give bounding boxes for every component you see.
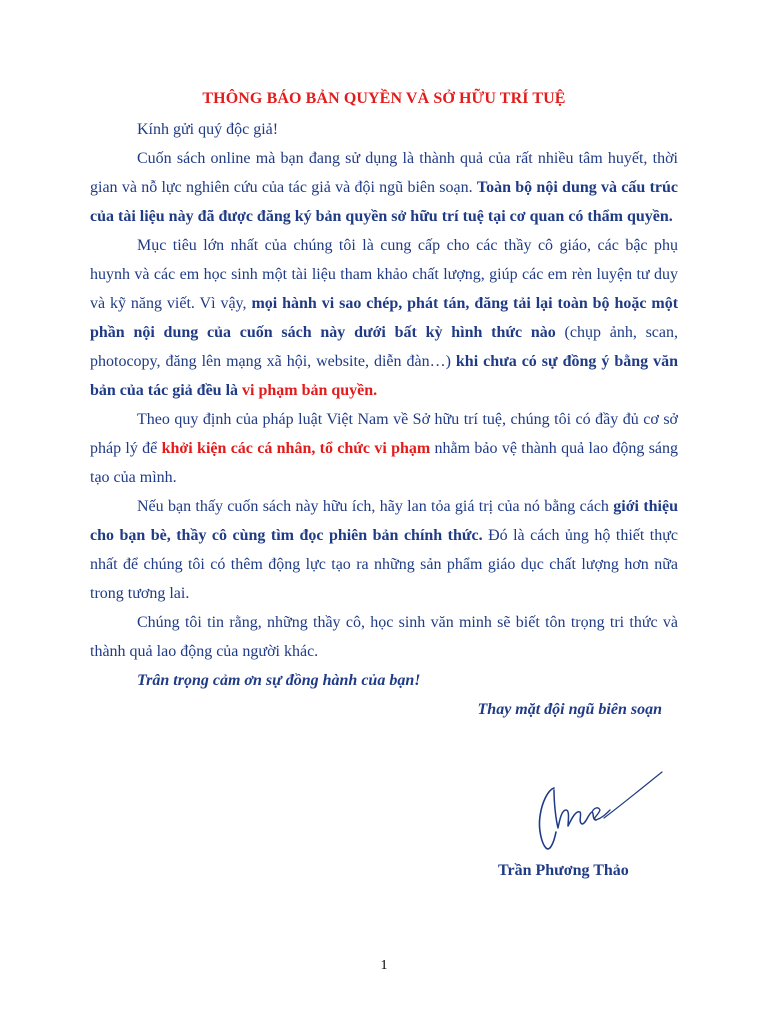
- lawsuit-warning: khởi kiện các cá nhân, tổ chức vi phạm: [161, 440, 431, 457]
- paragraph-legal-end: nhằm bảo vệ thành quả lao động sáng tạo của mình.: [90, 440, 679, 486]
- paragraph-effort-text: Cuốn sách online mà bạn đang sử dụng là thành quả của rất nhiều tâm huyết, thời gian và nỗ lực nghiên cứu của tác giả và đội ngũ biên soạn.: [90, 150, 678, 196]
- on-behalf-line: Thay mặt đội ngũ biên soạn: [477, 701, 662, 718]
- paragraph-support-intro: Nếu bạn thấy cuốn sách này hữu ích, hãy lan tỏa giá trị của nó bằng cách: [137, 498, 609, 515]
- page-number: 1: [380, 958, 388, 973]
- signer-name: Trần Phương Thảo: [498, 862, 629, 879]
- paragraph-support: [90, 492, 678, 608]
- paragraph-support-end: Đó là cách ủng hộ thiết thực nhất để chúng tôi có thêm động lực tạo ra những sản phẩm giáo dục chất lượng hơn nữa trong tương lai.: [90, 527, 679, 602]
- paragraph-prohibition: [90, 231, 678, 405]
- document-page: [90, 90, 678, 724]
- without-consent-clause: khi chưa có sự đồng ý bằng văn bản của tác giả đều là: [90, 353, 679, 399]
- prohibited-actions: mọi hành vi sao chép, phát tán, đăng tải lại toàn bộ hoặc một phần nội dung của cuốn sách này dưới bất kỳ hình thức nào: [90, 295, 679, 341]
- paragraph-legal-intro: Theo quy định của pháp luật Việt Nam về Sở hữu trí tuệ, chúng tôi có đầy đủ cơ sở pháp lý để: [90, 411, 678, 457]
- thanks-line: Trân trọng cảm ơn sự đồng hành của bạn!: [137, 672, 421, 689]
- copyright-registered-statement: Toàn bộ nội dung và cấu trúc của tài liệu này đã được đăng ký bản quyền sở hữu trí tuệ tại cơ quan có thẩm quyền.: [90, 179, 678, 225]
- paragraph-respect: Chúng tôi tin rằng, những thầy cô, học sinh văn minh sẽ biết tôn trọng tri thức và thành quả lao động của người khác.: [90, 614, 678, 660]
- handwritten-signature: [520, 766, 670, 856]
- prohibited-examples: (chụp ảnh, scan, photocopy, đăng lên mạng xã hội, website, diễn đàn…): [90, 324, 679, 370]
- paragraph-effort: [90, 144, 678, 231]
- paragraph-legal: [90, 405, 678, 492]
- copyright-violation-label: vi phạm bản quyền.: [242, 382, 378, 399]
- greeting: Kính gửi quý độc giả!: [137, 121, 279, 138]
- share-official-version: giới thiệu cho bạn bè, thầy cô cùng tìm đọc phiên bản chính thức.: [90, 498, 678, 544]
- paragraph-prohibition-intro: Mục tiêu lớn nhất của chúng tôi là cung cấp cho các thầy cô giáo, các bậc phụ huynh và các em học sinh một tài liệu tham khảo chất lượng, giúp các em rèn luyện tư duy và kỹ năng viết. Vì vậy,: [90, 237, 678, 312]
- document-title: THÔNG BÁO BẢN QUYỀN VÀ SỞ HỮU TRÍ TUỆ: [202, 90, 566, 107]
